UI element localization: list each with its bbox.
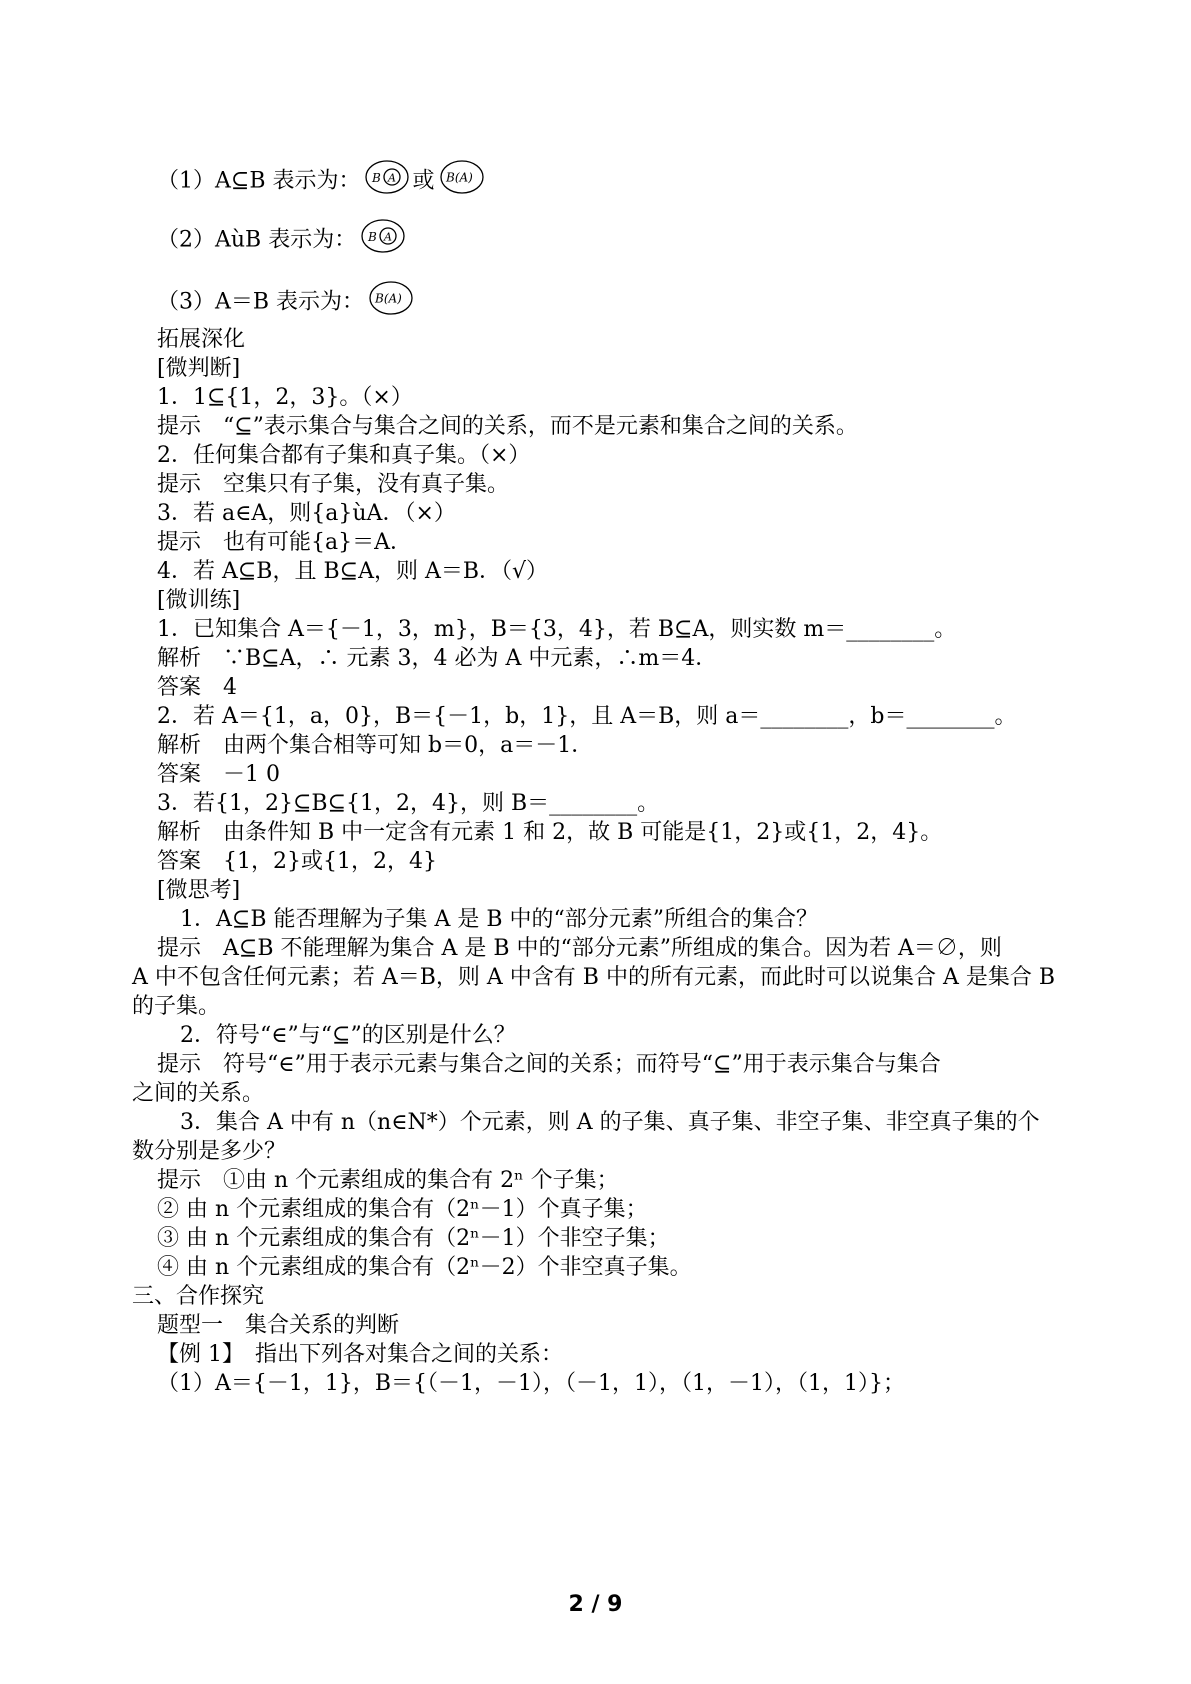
venn-equal-circle-icon [439, 158, 485, 205]
b-letter: B [368, 230, 378, 244]
hint-continuation: 的子集。 [132, 994, 221, 1019]
exercise-item: 3．若{1，2}⊆B⊆{1，2，4}，则 B＝________。 [157, 791, 660, 816]
diagram-row-3 [157, 279, 416, 326]
sub-heading: [微判断] [157, 356, 241, 381]
judgment-item: 4．若 A⊆B，且 B⊆A，则 A＝B．（√） [157, 559, 549, 584]
topic-heading: 题型一 集合关系的判断 [157, 1313, 400, 1338]
hint-text: 提示 也有可能{a}＝A． [157, 530, 412, 555]
answer-text: 答案 －1 0 [157, 762, 280, 787]
analysis-text: 解析 由两个集合相等可知 b＝0，a＝－1． [157, 733, 594, 758]
row-label: （1）A⊆B 表示为： [157, 168, 361, 194]
hint-text: 提示 空集只有子集，没有真子集。 [157, 472, 510, 497]
equal-label: B(A) [445, 170, 473, 185]
hint-text: 提示 A⊆B 不能理解为集合 A 是 B 中的“部分元素”所组成的集合。因为若 A＝∅，则 [157, 936, 1002, 961]
analysis-text: 解析 ∵B⊆A，∴ 元素 3，4 必为 A 中元素，∴m＝4． [157, 646, 718, 671]
judgment-item: 2．任何集合都有子集和真子集。（×） [157, 443, 531, 468]
exercise-item: 1．已知集合 A＝{－1，3，m}，B＝{3，4}，若 B⊆A，则实数 m＝________。 [157, 617, 957, 642]
section-heading: 拓展深化 [157, 327, 246, 352]
section-heading: 三、合作探究 [132, 1284, 265, 1309]
hint-item: ④ 由 n 个元素组成的集合有（2ⁿ－2）个非空真子集。 [157, 1255, 692, 1280]
diagram-row-2 [157, 217, 408, 264]
page-number: 2 / 9 [568, 1592, 623, 1617]
a-letter: A [388, 171, 397, 185]
b-letter: B [372, 171, 382, 185]
question-continuation: 数分别是多少？ [132, 1139, 287, 1164]
hint-text: 提示 “⊆”表示集合与集合之间的关系，而不是元素和集合之间的关系。 [157, 414, 858, 439]
hint-item: ② 由 n 个元素组成的集合有（2ⁿ－1）个真子集； [157, 1197, 648, 1222]
hint-continuation: 之间的关系。 [132, 1081, 265, 1106]
or-joiner: 或 [412, 168, 435, 194]
hint-text: 提示 符号“∈”用于表示元素与集合之间的关系；而符号“⊆”用于表示集合与集合 [157, 1052, 941, 1077]
row-label: （2）AùB 表示为： [157, 227, 357, 253]
a-letter: A [384, 230, 393, 244]
example-item: （1）A＝{－1，1}，B＝{（－1，－1），（－1，1），（1，－1），（1，1）}； [157, 1371, 906, 1396]
venn-nested-circle-icon [364, 158, 410, 205]
venn-equal-circle-icon [368, 279, 414, 326]
example-heading: 【例 1】 指出下列各对集合之间的关系： [157, 1342, 563, 1367]
hint-item: ③ 由 n 个元素组成的集合有（2ⁿ－1）个非空子集； [157, 1226, 670, 1251]
answer-text: 答案 4 [157, 675, 237, 700]
question-item: 1．A⊆B 能否理解为子集 A 是 B 中的“部分元素”所组合的集合？ [180, 907, 819, 932]
exercise-item: 2．若 A＝{1，a，0}，B＝{－1，b，1}，且 A＝B，则 a＝________，b＝________。 [157, 704, 1017, 729]
hint-text: 提示 ①由 n 个元素组成的集合有 2ⁿ 个子集； [157, 1168, 619, 1193]
question-item: 2．符号“∈”与“⊆”的区别是什么？ [180, 1023, 516, 1048]
hint-continuation: A 中不包含任何元素；若 A＝B，则 A 中含有 B 中的所有元素，而此时可以说集合 A 是集合 B [132, 965, 1055, 990]
question-item: 3．集合 A 中有 n（n∈N*）个元素，则 A 的子集、真子集、非空子集、非空真子集的个 [180, 1110, 1040, 1135]
diagram-row-1 [157, 158, 487, 205]
judgment-item: 1．1⊆{1，2，3}。（×） [157, 385, 413, 410]
row-label: （3）A＝B 表示为： [157, 289, 365, 315]
sub-heading: [微思考] [157, 878, 241, 903]
venn-nested-circle-icon [360, 217, 406, 264]
answer-text: 答案 {1，2}或{1，2，4} [157, 849, 437, 874]
sub-heading: [微训练] [157, 588, 241, 613]
equal-label: B(A) [375, 291, 402, 306]
analysis-text: 解析 由条件知 B 中一定含有元素 1 和 2，故 B 可能是{1，2}或{1，2，4}。 [157, 820, 943, 845]
judgment-item: 3．若 a∈A，则{a}ùA．（×） [157, 501, 456, 526]
